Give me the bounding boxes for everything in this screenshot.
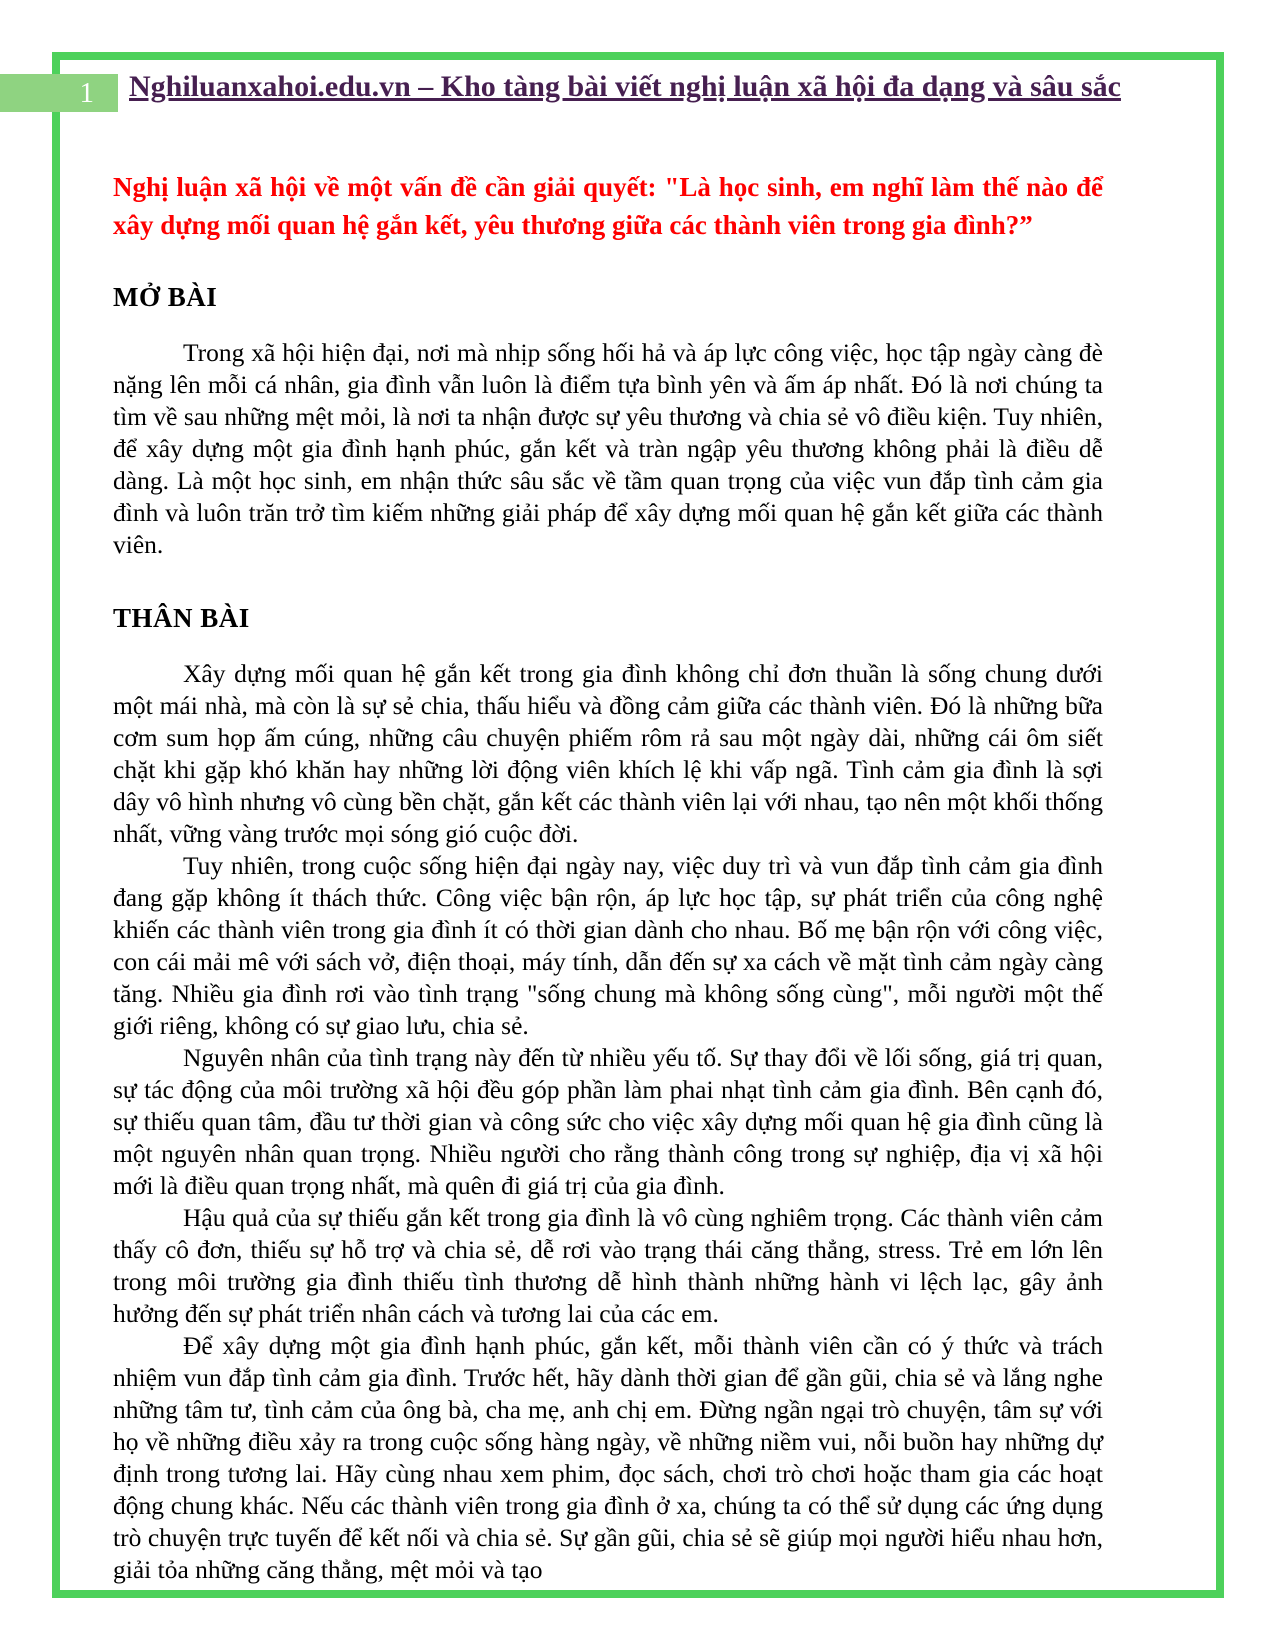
paragraph-than-bai-5: Để xây dựng một gia đình hạnh phúc, gắn kết, mỗi thành viên cần có ý thức và trách nhiệm vun đắp tình cảm gia đình. Trước hết, hãy dành thời gian để gần gũi, chia sẻ và lắng nghe những tâm tư, tình cảm của ông bà, cha mẹ, anh chị em. Đừng ngần ngại trò chuyện, tâm sự với họ về những điều xảy ra trong cuộc sống hàng ngày, về những niềm vui, nỗi buồn hay những dự định trong tương lai. Hãy cùng nhau xem phim, đọc sách, chơi trò chơi hoặc tham gia các hoạt động chung khác. Nếu các thành viên trong gia đình ở xa, chúng ta có thể sử dụng các ứng dụng trò chuyện trực tuyến để kết nối và chia sẻ. Sự gần gũi, chia sẻ sẽ giúp mọi người hiểu nhau hơn, giải tỏa những căng thẳng, mệt mỏi và tạo: [113, 1331, 1103, 1584]
paragraph-than-bai-1: Xây dựng mối quan hệ gắn kết trong gia đình không chỉ đơn thuần là sống chung dưới một mái nhà, mà còn là sự sẻ chia, thấu hiểu và đồng cảm giữa các thành viên. Đó là những bữa cơm sum họp ấm cúng, những câu chuyện phiếm rôm rả sau một ngày dài, những cái ôm siết chặt khi gặp khó khăn hay những lời động viên khích lệ khi vấp ngã. Tình cảm gia đình là sợi dây vô hình nhưng vô cùng bền chặt, gắn kết các thành viên lại với nhau, tạo nên một khối thống nhất, vững vàng trước mọi sóng gió cuộc đời.: [113, 659, 1103, 848]
page-number: 1: [79, 77, 94, 109]
section-heading-than-bai: THÂN BÀI: [113, 603, 250, 633]
page-number-badge: [0, 74, 118, 112]
section-heading-mo-bai: MỞ BÀI: [113, 282, 218, 312]
paragraph-mo-bai: Trong xã hội hiện đại, nơi mà nhịp sống hối hả và áp lực công việc, học tập ngày càng đè nặng lên mỗi cá nhân, gia đình vẫn luôn là điểm tựa bình yên và ấm áp nhất. Đó là nơi chúng ta tìm về sau những mệt mỏi, là nơi ta nhận được sự yêu thương và chia sẻ vô điều kiện. Tuy nhiên, để xây dựng một gia đình hạnh phúc, gắn kết và tràn ngập yêu thương không phải là điều dễ dàng. Là một học sinh, em nhận thức sâu sắc về tầm quan trọng của việc vun đắp tình cảm gia đình và luôn trăn trở tìm kiếm những giải pháp để xây dựng mối quan hệ gắn kết giữa các thành viên.: [113, 338, 1103, 559]
paragraph-than-bai-3: Nguyên nhân của tình trạng này đến từ nhiều yếu tố. Sự thay đổi về lối sống, giá trị quan, sự tác động của môi trường xã hội đều góp phần làm phai nhạt tình cảm gia đình. Bên cạnh đó, sự thiếu quan tâm, đầu tư thời gian và công sức cho việc xây dựng mối quan hệ gia đình cũng là một nguyên nhân quan trọng. Nhiều người cho rằng thành công trong sự nghiệp, địa vị xã hội mới là điều quan trọng nhất, mà quên đi giá trị của gia đình.: [113, 1043, 1103, 1200]
paragraph-than-bai-2: Tuy nhiên, trong cuộc sống hiện đại ngày nay, việc duy trì và vun đắp tình cảm gia đình đang gặp không ít thách thức. Công việc bận rộn, áp lực học tập, sự phát triển của công nghệ khiến các thành viên trong gia đình ít có thời gian dành cho nhau. Bố mẹ bận rộn với công việc, con cái mải mê với sách vở, điện thoại, máy tính, dẫn đến sự xa cách về mặt tình cảm ngày càng tăng. Nhiều gia đình rơi vào tình trạng "sống chung mà không sống cùng", mỗi người một thế giới riêng, không có sự giao lưu, chia sẻ.: [113, 851, 1103, 1040]
essay-content: [113, 0, 1103, 1586]
paragraph-than-bai-4: Hậu quả của sự thiếu gắn kết trong gia đình là vô cùng nghiêm trọng. Các thành viên cảm thấy cô đơn, thiếu sự hỗ trợ và chia sẻ, dễ rơi vào trạng thái căng thẳng, stress. Trẻ em lớn lên trong môi trường gia đình thiếu tình thương dễ hình thành những hành vi lệch lạc, gây ảnh hưởng đến sự phát triển nhân cách và tương lai của các em.: [113, 1203, 1103, 1328]
site-header-title: Nghiluanxahoi.edu.vn – Kho tàng bài viết nghị luận xã hội đa dạng và sâu sắc: [129, 70, 1121, 103]
essay-prompt: Nghị luận xã hội về một vấn đề cần giải quyết: "Là học sinh, em nghĩ làm thế nào để xây dựng mối quan hệ gắn kết, yêu thương giữa các thành viên trong gia đình?”: [113, 172, 1103, 240]
